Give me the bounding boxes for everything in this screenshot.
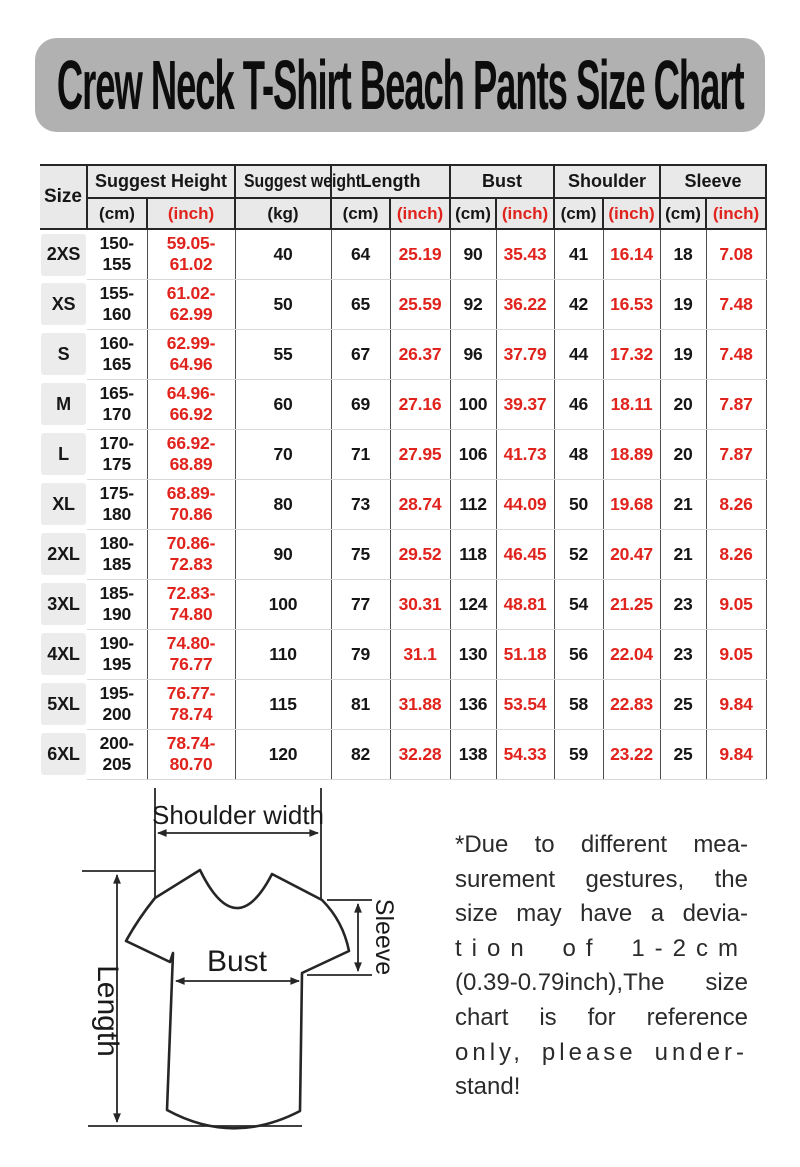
header-size: Size [40,165,87,229]
header-suggest-weight-label: Suggest weight [243,171,362,191]
value-cell: 41.73 [496,429,554,479]
value-cell: 7.87 [706,429,766,479]
value-cell: 138 [450,729,496,779]
value-cell: 155-160 [87,279,147,329]
size-label: 5XL [41,683,86,725]
size-label: S [41,333,86,375]
tshirt-measurement-diagram [40,788,450,1162]
table-header [40,165,766,229]
value-cell: 23 [660,629,706,679]
value-cell: 8.26 [706,529,766,579]
value-cell: 31.88 [390,679,450,729]
header-bust-cm: (cm) [450,198,496,229]
value-cell: 20.47 [603,529,660,579]
value-cell: 64 [331,229,390,279]
size-label: XS [41,283,86,325]
value-cell: 40 [235,229,331,279]
value-cell: 46 [554,379,603,429]
value-cell: 28.74 [390,479,450,529]
note-line: stand! [455,1073,521,1101]
value-cell: 19 [660,279,706,329]
value-cell: 44.09 [496,479,554,529]
value-cell: 22.83 [603,679,660,729]
size-table [40,164,767,780]
value-cell: 59 [554,729,603,779]
value-cell: 81 [331,679,390,729]
value-cell: 60 [235,379,331,429]
value-cell: 18.89 [603,429,660,479]
value-cell: 150-155 [87,229,147,279]
header-length-cm: (cm) [331,198,390,229]
diagram-label-sleeve: Sleeve [370,898,398,976]
value-cell: 52 [554,529,603,579]
tshirt-outline [126,870,349,1128]
header-sleeve-inch: (inch) [706,198,766,229]
value-cell: 51.18 [496,629,554,679]
value-cell: 41 [554,229,603,279]
value-cell: 25.59 [390,279,450,329]
size-cell [40,429,87,479]
value-cell: 17.32 [603,329,660,379]
value-cell: 61.02-62.99 [147,279,235,329]
value-cell: 130 [450,629,496,679]
value-cell: 23.22 [603,729,660,779]
size-table-body [40,229,766,779]
value-cell: 136 [450,679,496,729]
value-cell: 73 [331,479,390,529]
size-cell [40,379,87,429]
value-cell: 25 [660,679,706,729]
value-cell: 16.53 [603,279,660,329]
title-banner [35,38,765,132]
value-cell: 27.16 [390,379,450,429]
header-shoulder: Shoulder [554,165,660,198]
value-cell: 19 [660,329,706,379]
size-cell [40,679,87,729]
header-height-inch: (inch) [147,198,235,229]
value-cell: 59.05-61.02 [147,229,235,279]
value-cell: 70.86-72.83 [147,529,235,579]
header-length-inch: (inch) [390,198,450,229]
value-cell: 22.04 [603,629,660,679]
value-cell: 90 [235,529,331,579]
size-cell [40,729,87,779]
value-cell: 82 [331,729,390,779]
table-row [40,329,766,379]
value-cell: 7.87 [706,379,766,429]
size-cell [40,329,87,379]
value-cell: 27.95 [390,429,450,479]
table-row [40,729,766,779]
value-cell: 32.28 [390,729,450,779]
value-cell: 96 [450,329,496,379]
value-cell: 71 [331,429,390,479]
value-cell: 75 [331,529,390,579]
header-bust-inch: (inch) [496,198,554,229]
size-cell [40,279,87,329]
value-cell: 62.99-64.96 [147,329,235,379]
header-length: Length [331,165,450,198]
value-cell: 80 [235,479,331,529]
note-line: surement gestures, the [455,865,748,893]
note-line: *Due to different mea- [455,831,748,858]
value-cell: 65 [331,279,390,329]
size-cell [40,529,87,579]
value-cell: 120 [235,729,331,779]
value-cell: 7.08 [706,229,766,279]
header-suggest-height: Suggest Height [87,165,235,198]
value-cell: 36.22 [496,279,554,329]
value-cell: 118 [450,529,496,579]
value-cell: 20 [660,429,706,479]
note-line: tion of 1-2cm [455,934,748,962]
value-cell: 26.37 [390,329,450,379]
value-cell: 7.48 [706,329,766,379]
value-cell: 9.84 [706,679,766,729]
value-cell: 76.77-78.74 [147,679,235,729]
header-sleeve-cm: (cm) [660,198,706,229]
table-row [40,279,766,329]
header-suggest-weight [235,165,362,198]
value-cell: 20 [660,379,706,429]
value-cell: 54.33 [496,729,554,779]
value-cell: 48.81 [496,579,554,629]
value-cell: 50 [554,479,603,529]
table-row [40,679,766,729]
value-cell: 74.80-76.77 [147,629,235,679]
value-cell: 67 [331,329,390,379]
size-label: 2XL [41,533,86,575]
size-cell [40,579,87,629]
value-cell: 50 [235,279,331,329]
note-line: chart is for reference [455,1003,748,1031]
header-height-cm: (cm) [87,198,147,229]
header-bust: Bust [450,165,554,198]
note-line: only, please under- [455,1038,748,1066]
table-row [40,529,766,579]
value-cell: 185-190 [87,579,147,629]
value-cell: 66.92-68.89 [147,429,235,479]
value-cell: 9.05 [706,579,766,629]
value-cell: 106 [450,429,496,479]
value-cell: 48 [554,429,603,479]
value-cell: 35.43 [496,229,554,279]
header-shoulder-cm: (cm) [554,198,603,229]
value-cell: 100 [450,379,496,429]
note [455,828,748,1105]
value-cell: 170-175 [87,429,147,479]
size-label: XL [41,483,86,525]
value-cell: 46.45 [496,529,554,579]
value-cell: 68.89-70.86 [147,479,235,529]
value-cell: 195-200 [87,679,147,729]
value-cell: 79 [331,629,390,679]
value-cell: 18.11 [603,379,660,429]
size-label: 6XL [41,733,86,775]
value-cell: 69 [331,379,390,429]
diagram-label-bust: Bust [206,945,268,978]
value-cell: 200-205 [87,729,147,779]
size-label: L [41,433,86,475]
header-shoulder-inch: (inch) [603,198,660,229]
value-cell: 115 [235,679,331,729]
value-cell: 31.1 [390,629,450,679]
value-cell: 190-195 [87,629,147,679]
value-cell: 165-170 [87,379,147,429]
value-cell: 16.14 [603,229,660,279]
table-row [40,629,766,679]
table-row [40,379,766,429]
header-sleeve: Sleeve [660,165,766,198]
value-cell: 18 [660,229,706,279]
size-label: 4XL [41,633,86,675]
value-cell: 29.52 [390,529,450,579]
table-row [40,479,766,529]
value-cell: 8.26 [706,479,766,529]
page-title: Crew Neck T-Shirt Beach Pants Size Chart [56,46,744,124]
note-line: size may have a devia- [455,900,748,928]
table-row [40,429,766,479]
size-label: 2XS [41,234,86,276]
header-weight-kg: (kg) [235,198,331,229]
value-cell: 72.83-74.80 [147,579,235,629]
value-cell: 39.37 [496,379,554,429]
value-cell: 44 [554,329,603,379]
size-label: M [41,383,86,425]
diagram-label-length: Length [91,965,124,1057]
value-cell: 53.54 [496,679,554,729]
value-cell: 92 [450,279,496,329]
value-cell: 23 [660,579,706,629]
value-cell: 100 [235,579,331,629]
value-cell: 175-180 [87,479,147,529]
value-cell: 110 [235,629,331,679]
value-cell: 78.74-80.70 [147,729,235,779]
table-row [40,579,766,629]
value-cell: 124 [450,579,496,629]
value-cell: 90 [450,229,496,279]
value-cell: 19.68 [603,479,660,529]
note-line: (0.39-0.79inch),The size [455,969,748,997]
size-cell [40,479,87,529]
value-cell: 42 [554,279,603,329]
diagram-label-shoulder-width: Shoulder width [152,800,324,830]
value-cell: 55 [235,329,331,379]
value-cell: 9.05 [706,629,766,679]
value-cell: 37.79 [496,329,554,379]
value-cell: 30.31 [390,579,450,629]
value-cell: 56 [554,629,603,679]
value-cell: 25 [660,729,706,779]
value-cell: 180-185 [87,529,147,579]
value-cell: 25.19 [390,229,450,279]
value-cell: 112 [450,479,496,529]
value-cell: 9.84 [706,729,766,779]
value-cell: 160-165 [87,329,147,379]
value-cell: 70 [235,429,331,479]
value-cell: 58 [554,679,603,729]
value-cell: 21.25 [603,579,660,629]
size-cell [40,229,87,279]
value-cell: 21 [660,529,706,579]
size-label: 3XL [41,583,86,625]
value-cell: 21 [660,479,706,529]
value-cell: 77 [331,579,390,629]
size-cell [40,629,87,679]
value-cell: 64.96-66.92 [147,379,235,429]
value-cell: 7.48 [706,279,766,329]
table-row [40,229,766,279]
value-cell: 54 [554,579,603,629]
